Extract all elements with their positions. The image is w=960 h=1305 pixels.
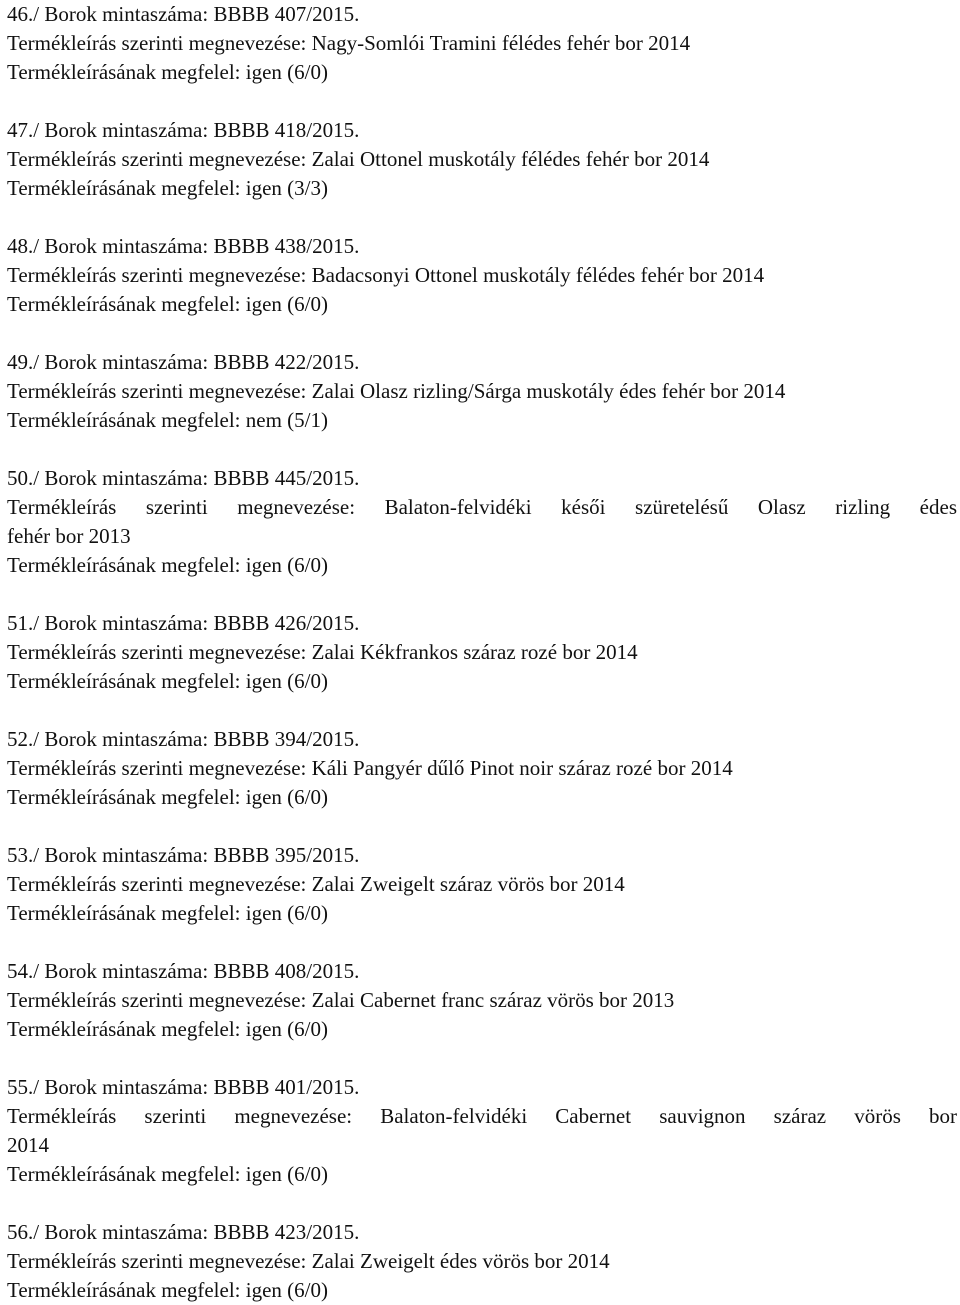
entry-description-line1: Termékleírás szerinti megnevezése: Balaton-felvidéki késői szüretelésű Olasz rizling édes bbox=[7, 495, 957, 519]
entry-result: Termékleírásának megfelel: igen (6/0) bbox=[7, 1162, 328, 1186]
entry-result: Termékleírásának megfelel: igen (6/0) bbox=[7, 901, 328, 925]
entry-description: Termékleírás szerinti megnevezése: Zalai Olasz rizling/Sárga muskotály édes fehér bor 2014 bbox=[7, 379, 786, 403]
entry-description: Termékleírás szerinti megnevezése: Badacsonyi Ottonel muskotály félédes fehér bor 2014 bbox=[7, 263, 765, 287]
document-body bbox=[7, 0, 957, 1305]
wine-entry-50 bbox=[7, 464, 957, 580]
spacer bbox=[7, 87, 957, 116]
entry-description-line1: Termékleírás szerinti megnevezése: Balaton-felvidéki Cabernet sauvignon száraz vörös bor bbox=[7, 1104, 957, 1128]
wine-entry-49 bbox=[7, 348, 957, 435]
wine-entry-53 bbox=[7, 841, 957, 928]
spacer bbox=[7, 203, 957, 232]
wine-entry-46 bbox=[7, 0, 957, 87]
entry-description: Termékleírás szerinti megnevezése: Zalai Ottonel muskotály félédes fehér bor 2014 bbox=[7, 147, 710, 171]
entry-description-line2: 2014 bbox=[7, 1133, 49, 1157]
entry-header: 53./ Borok mintaszáma: BBBB 395/2015. bbox=[7, 843, 360, 867]
entry-header: 56./ Borok mintaszáma: BBBB 423/2015. bbox=[7, 1220, 360, 1244]
entry-description: Termékleírás szerinti megnevezése: Zalai Zweigelt száraz vörös bor 2014 bbox=[7, 872, 625, 896]
entry-result: Termékleírásának megfelel: igen (6/0) bbox=[7, 60, 328, 84]
entry-header: 55./ Borok mintaszáma: BBBB 401/2015. bbox=[7, 1075, 360, 1099]
entry-description-line2: fehér bor 2013 bbox=[7, 524, 131, 548]
entry-description: Termékleírás szerinti megnevezése: Nagy-Somlói Tramini félédes fehér bor 2014 bbox=[7, 31, 691, 55]
entry-description: Termékleírás szerinti megnevezése: Zalai Cabernet franc száraz vörös bor 2013 bbox=[7, 988, 675, 1012]
entry-result: Termékleírásának megfelel: igen (3/3) bbox=[7, 176, 328, 200]
wine-entry-48 bbox=[7, 232, 957, 319]
entry-result: Termékleírásának megfelel: igen (6/0) bbox=[7, 1278, 328, 1302]
entry-description: Termékleírás szerinti megnevezése: Káli Pangyér dűlő Pinot noir száraz rozé bor 2014 bbox=[7, 756, 733, 780]
spacer bbox=[7, 1189, 957, 1218]
entry-header: 54./ Borok mintaszáma: BBBB 408/2015. bbox=[7, 959, 360, 983]
entry-header: 51./ Borok mintaszáma: BBBB 426/2015. bbox=[7, 611, 360, 635]
wine-entry-52 bbox=[7, 725, 957, 812]
entry-description: Termékleírás szerinti megnevezése: Zalai Zweigelt édes vörös bor 2014 bbox=[7, 1249, 610, 1273]
spacer bbox=[7, 1044, 957, 1073]
spacer bbox=[7, 696, 957, 725]
spacer bbox=[7, 812, 957, 841]
entry-header: 47./ Borok mintaszáma: BBBB 418/2015. bbox=[7, 118, 360, 142]
entry-result: Termékleírásának megfelel: nem (5/1) bbox=[7, 408, 328, 432]
spacer bbox=[7, 435, 957, 464]
spacer bbox=[7, 928, 957, 957]
entry-header: 52./ Borok mintaszáma: BBBB 394/2015. bbox=[7, 727, 360, 751]
entry-result: Termékleírásának megfelel: igen (6/0) bbox=[7, 1017, 328, 1041]
entry-result: Termékleírásának megfelel: igen (6/0) bbox=[7, 669, 328, 693]
wine-entry-51 bbox=[7, 609, 957, 696]
entry-result: Termékleírásának megfelel: igen (6/0) bbox=[7, 292, 328, 316]
wine-entry-47 bbox=[7, 116, 957, 203]
spacer bbox=[7, 319, 957, 348]
entry-description: Termékleírás szerinti megnevezése: Zalai Kékfrankos száraz rozé bor 2014 bbox=[7, 640, 638, 664]
entry-header: 50./ Borok mintaszáma: BBBB 445/2015. bbox=[7, 466, 360, 490]
entry-header: 46./ Borok mintaszáma: BBBB 407/2015. bbox=[7, 2, 360, 26]
entry-result: Termékleírásának megfelel: igen (6/0) bbox=[7, 553, 328, 577]
spacer bbox=[7, 580, 957, 609]
wine-entry-56 bbox=[7, 1218, 957, 1305]
entry-header: 48./ Borok mintaszáma: BBBB 438/2015. bbox=[7, 234, 360, 258]
wine-entry-55 bbox=[7, 1073, 957, 1189]
wine-entry-54 bbox=[7, 957, 957, 1044]
entry-header: 49./ Borok mintaszáma: BBBB 422/2015. bbox=[7, 350, 360, 374]
entry-result: Termékleírásának megfelel: igen (6/0) bbox=[7, 785, 328, 809]
